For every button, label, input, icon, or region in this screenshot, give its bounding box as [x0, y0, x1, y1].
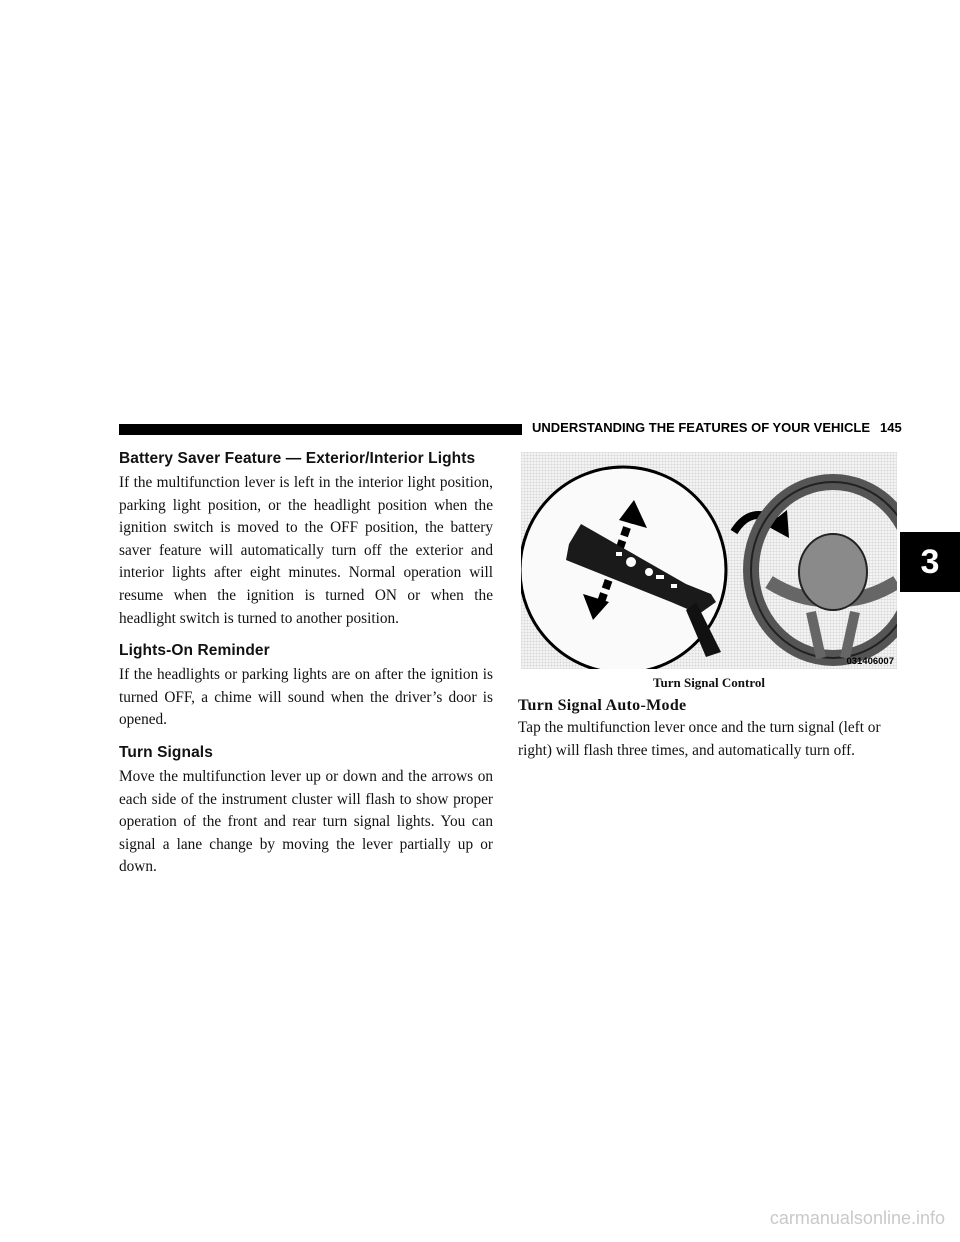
heading-battery-saver: Battery Saver Feature — Exterior/Interior Lights	[119, 450, 476, 467]
figure-code: 031406007	[846, 656, 894, 667]
heading-turn-signal-auto-mode: Turn Signal Auto-Mode	[518, 697, 687, 714]
section-title: UNDERSTANDING THE FEATURES OF YOUR VEHICLE	[532, 420, 871, 435]
right-column	[518, 697, 902, 774]
paragraph-battery-saver: If the multifunction lever is left in the interior light position, parking light position, or the headlight position when the ignition switch is moved to the OFF position, the battery saver feature will automatically turn off the exterior and interior lights after eight minutes. Normal operation will resume when the ignition is turned ON or when the headlight switch is turned to another position.	[119, 474, 493, 627]
chapter-tab: 3	[900, 532, 960, 592]
figure-caption: Turn Signal Control	[653, 675, 765, 690]
paragraph-turn-signals: Move the multifunction lever up or down and the arrows on each side of the instrument cluster will flash to show proper operation of the front and rear turn signal lights. You can signal a lane change by moving the lever partially up or down.	[119, 767, 493, 876]
heading-lights-on-reminder: Lights-On Reminder	[119, 642, 270, 660]
header-rule	[119, 424, 522, 435]
page-number: 145	[880, 420, 902, 435]
lever-and-wheel-drawing	[521, 452, 897, 669]
running-header	[532, 420, 902, 435]
paragraph-turn-signal-auto-mode: Tap the multifunction lever once and the turn signal (left or right) will flash three times, and automatically turn off.	[518, 719, 881, 759]
steering-wheel-icon	[751, 482, 897, 658]
left-column	[119, 450, 493, 891]
watermark-text: carmanualsonline.info	[769, 1208, 945, 1228]
turn-signal-illustration	[521, 452, 897, 669]
paragraph-lights-on-reminder: If the headlights or parking lights are on after the ignition is turned OFF, a chime will sound when the driver’s door is opened.	[119, 666, 493, 729]
heading-turn-signals: Turn Signals	[119, 743, 213, 761]
